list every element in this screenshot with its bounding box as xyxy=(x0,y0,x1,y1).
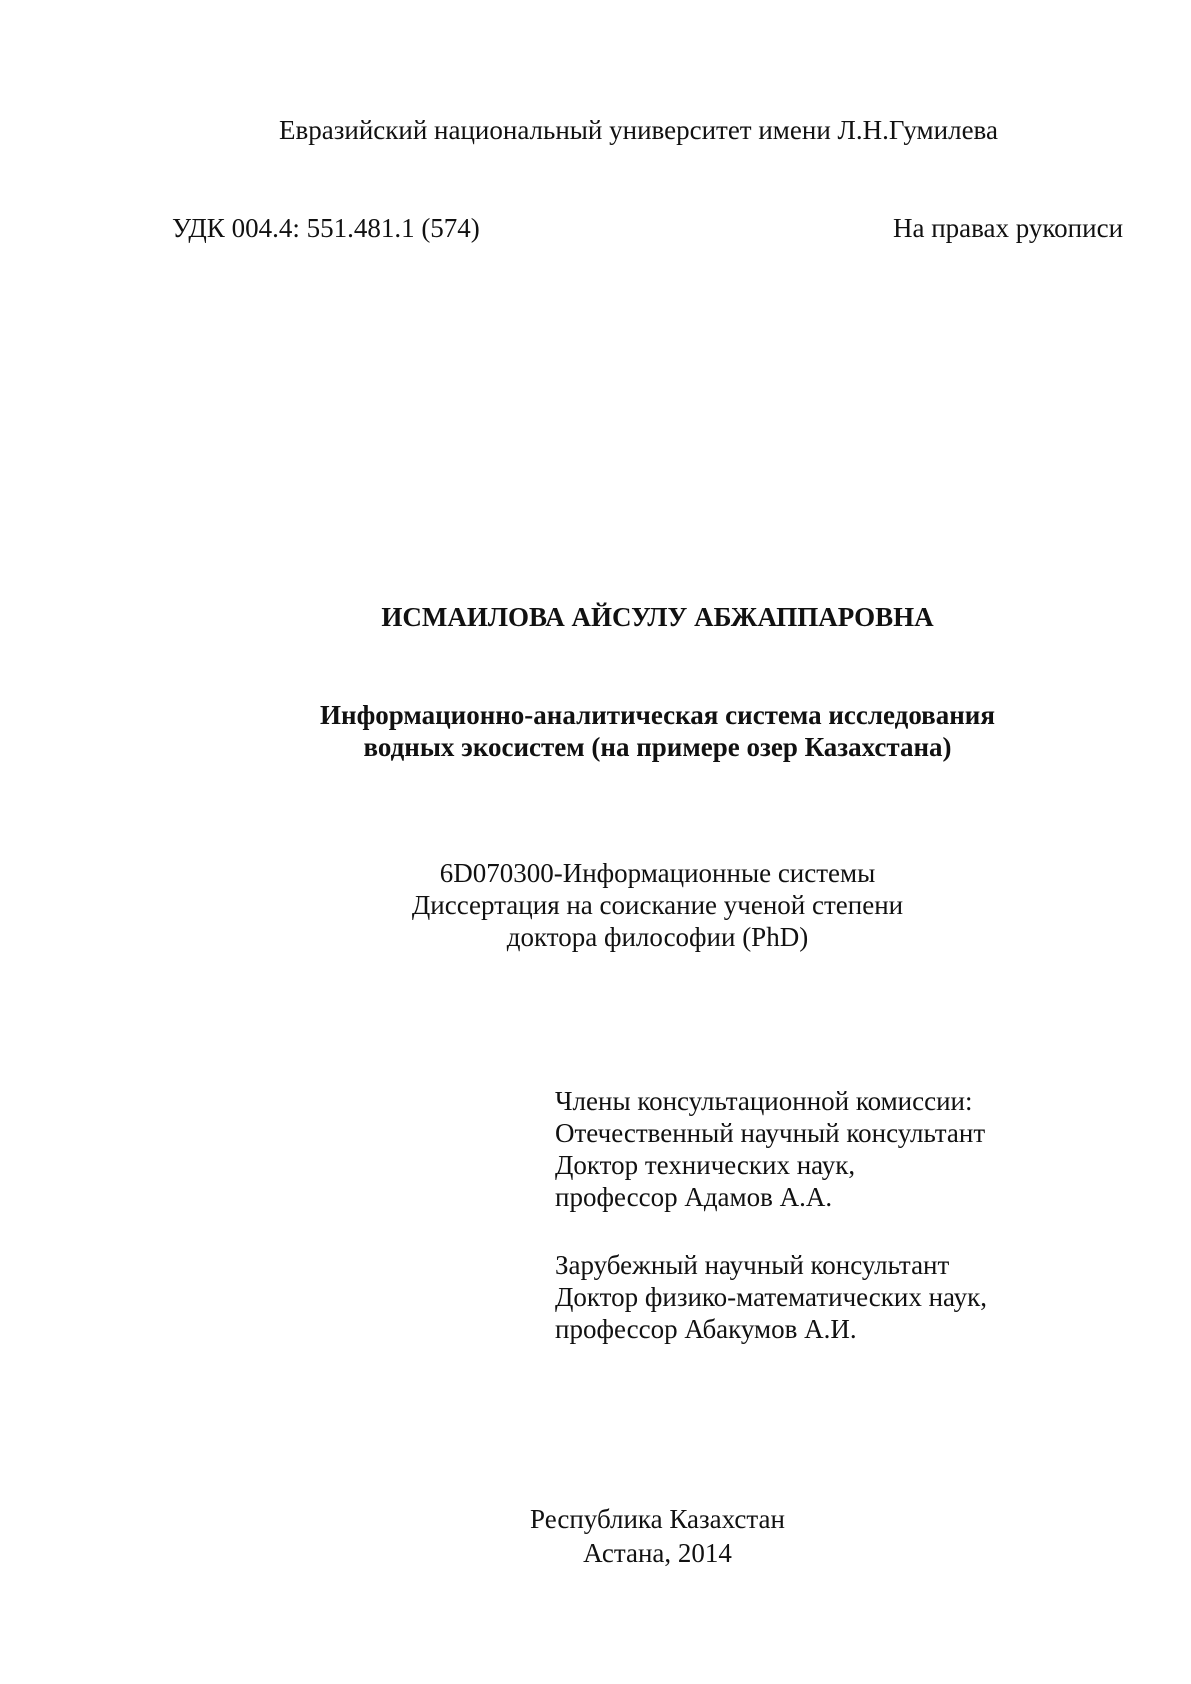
committee-spacer xyxy=(555,1213,987,1249)
domestic-consultant-name: профессор Адамов А.А. xyxy=(555,1182,833,1212)
foreign-consultant-degree: Доктор физико-математических наук, xyxy=(555,1282,988,1312)
university-name: Евразийский национальный университет имени Л.Н.Гумилева xyxy=(279,115,998,145)
domestic-consultant-role: Отечественный научный консультант xyxy=(555,1118,986,1148)
udk-code: УДК 004.4: 551.481.1 (574) xyxy=(172,213,480,243)
degree-line-1: Диссертация на соискание ученой степени xyxy=(411,890,904,920)
foreign-consultant-name: профессор Абакумов А.И. xyxy=(555,1314,857,1344)
author-name: ИСМАИЛОВА АЙСУЛУ АБЖАППАРОВНА xyxy=(381,602,934,632)
foreign-consultant-role: Зарубежный научный консультант xyxy=(555,1250,950,1280)
thesis-title-line-1: Информационно-аналитическая система исследования xyxy=(320,700,995,730)
thesis-title-line-2: водных экосистем (на примере озер Казахстана) xyxy=(363,732,952,762)
specialty-code: 6D070300-Информационные системы xyxy=(439,858,876,888)
committee-block xyxy=(555,1085,987,1345)
committee-heading: Члены консультационной комиссии: xyxy=(555,1086,973,1116)
manuscript-note: На правах рукописи xyxy=(893,213,1124,243)
domestic-consultant-degree: Доктор технических наук, xyxy=(555,1150,856,1180)
degree-line-2: доктора философии (PhD) xyxy=(506,922,809,952)
footer-country: Республика Казахстан xyxy=(530,1504,785,1534)
footer-city-year: Астана, 2014 xyxy=(583,1538,732,1568)
